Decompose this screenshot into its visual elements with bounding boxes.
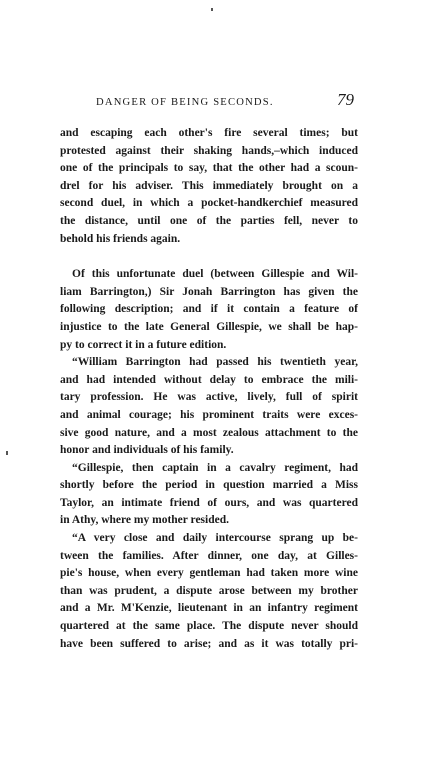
text-line: shortly before the period in question married a Miss — [60, 479, 358, 492]
text-line: the distance, until one of the parties fell, never to — [60, 214, 358, 227]
text-line: in Athy, where my mother resided. — [60, 514, 229, 527]
body-text — [60, 125, 358, 653]
text-line: second duel, in which a pocket-handkerchief measured — [60, 197, 358, 210]
text-line: and had intended without delay to embrace the mili- — [60, 373, 358, 386]
paragraph-5 — [60, 530, 358, 653]
page-number: 79 — [337, 90, 354, 109]
text-line: behold his friends again. — [60, 232, 181, 245]
text-line: tary profession. He was active, lively, full of spirit — [60, 391, 358, 404]
text-line: honor and individuals of his family. — [60, 444, 234, 457]
running-head: DANGER OF BEING SECONDS. — [96, 97, 274, 108]
text-line: “William Barrington had passed his twentieth year, — [72, 356, 358, 369]
paragraph-3 — [60, 354, 358, 460]
text-line: and a Mr. M'Kenzie, lieutenant in an infantry regiment — [60, 602, 358, 615]
text-line: tween the families. After dinner, one day, at Gilles- — [60, 549, 358, 562]
text-line: following description; and if it contain a feature of — [60, 303, 358, 316]
margin-speck — [6, 451, 8, 455]
text-line: Taylor, an intimate friend of ours, and was quartered — [60, 496, 358, 509]
page-header — [70, 92, 360, 114]
text-line: “A very close and daily intercourse sprang up be- — [72, 532, 358, 545]
text-line: py to correct it in a future edition. — [60, 338, 227, 351]
text-line: Of this unfortunate duel (between Gillespie and Wil- — [72, 268, 358, 281]
text-line: pie's house, when every gentleman had taken more wine — [60, 567, 358, 580]
text-line: liam Barrington,) Sir Jonah Barrington has given the — [60, 285, 358, 298]
text-line: injustice to the late General Gillespie, we shall be hap- — [60, 320, 358, 333]
paragraph-1 — [60, 125, 358, 248]
text-line: drel for his adviser. This immediately brought on a — [60, 179, 358, 192]
text-line: sive good nature, and a most zealous attachment to the — [60, 426, 358, 439]
text-line: have been suffered to arise; and as it was totally pri- — [60, 637, 358, 650]
paragraph-2 — [60, 266, 358, 354]
text-line: and escaping each other's fire several times; but — [60, 127, 358, 139]
text-line: protested against their shaking hands,–which induced — [60, 144, 358, 157]
text-line: and animal courage; his prominent traits were exces- — [60, 408, 358, 421]
paragraph-gap — [60, 248, 358, 266]
text-line: one of the principals to say, that the other had a scoun- — [60, 162, 358, 175]
text-line: “Gillespie, then captain in a cavalry regiment, had — [72, 461, 358, 474]
text-line: than was prudent, a dispute arose between my brother — [60, 584, 358, 597]
top-speck — [211, 8, 213, 11]
text-line: quartered at the same place. The dispute never should — [60, 620, 358, 633]
paragraph-4 — [60, 460, 358, 530]
